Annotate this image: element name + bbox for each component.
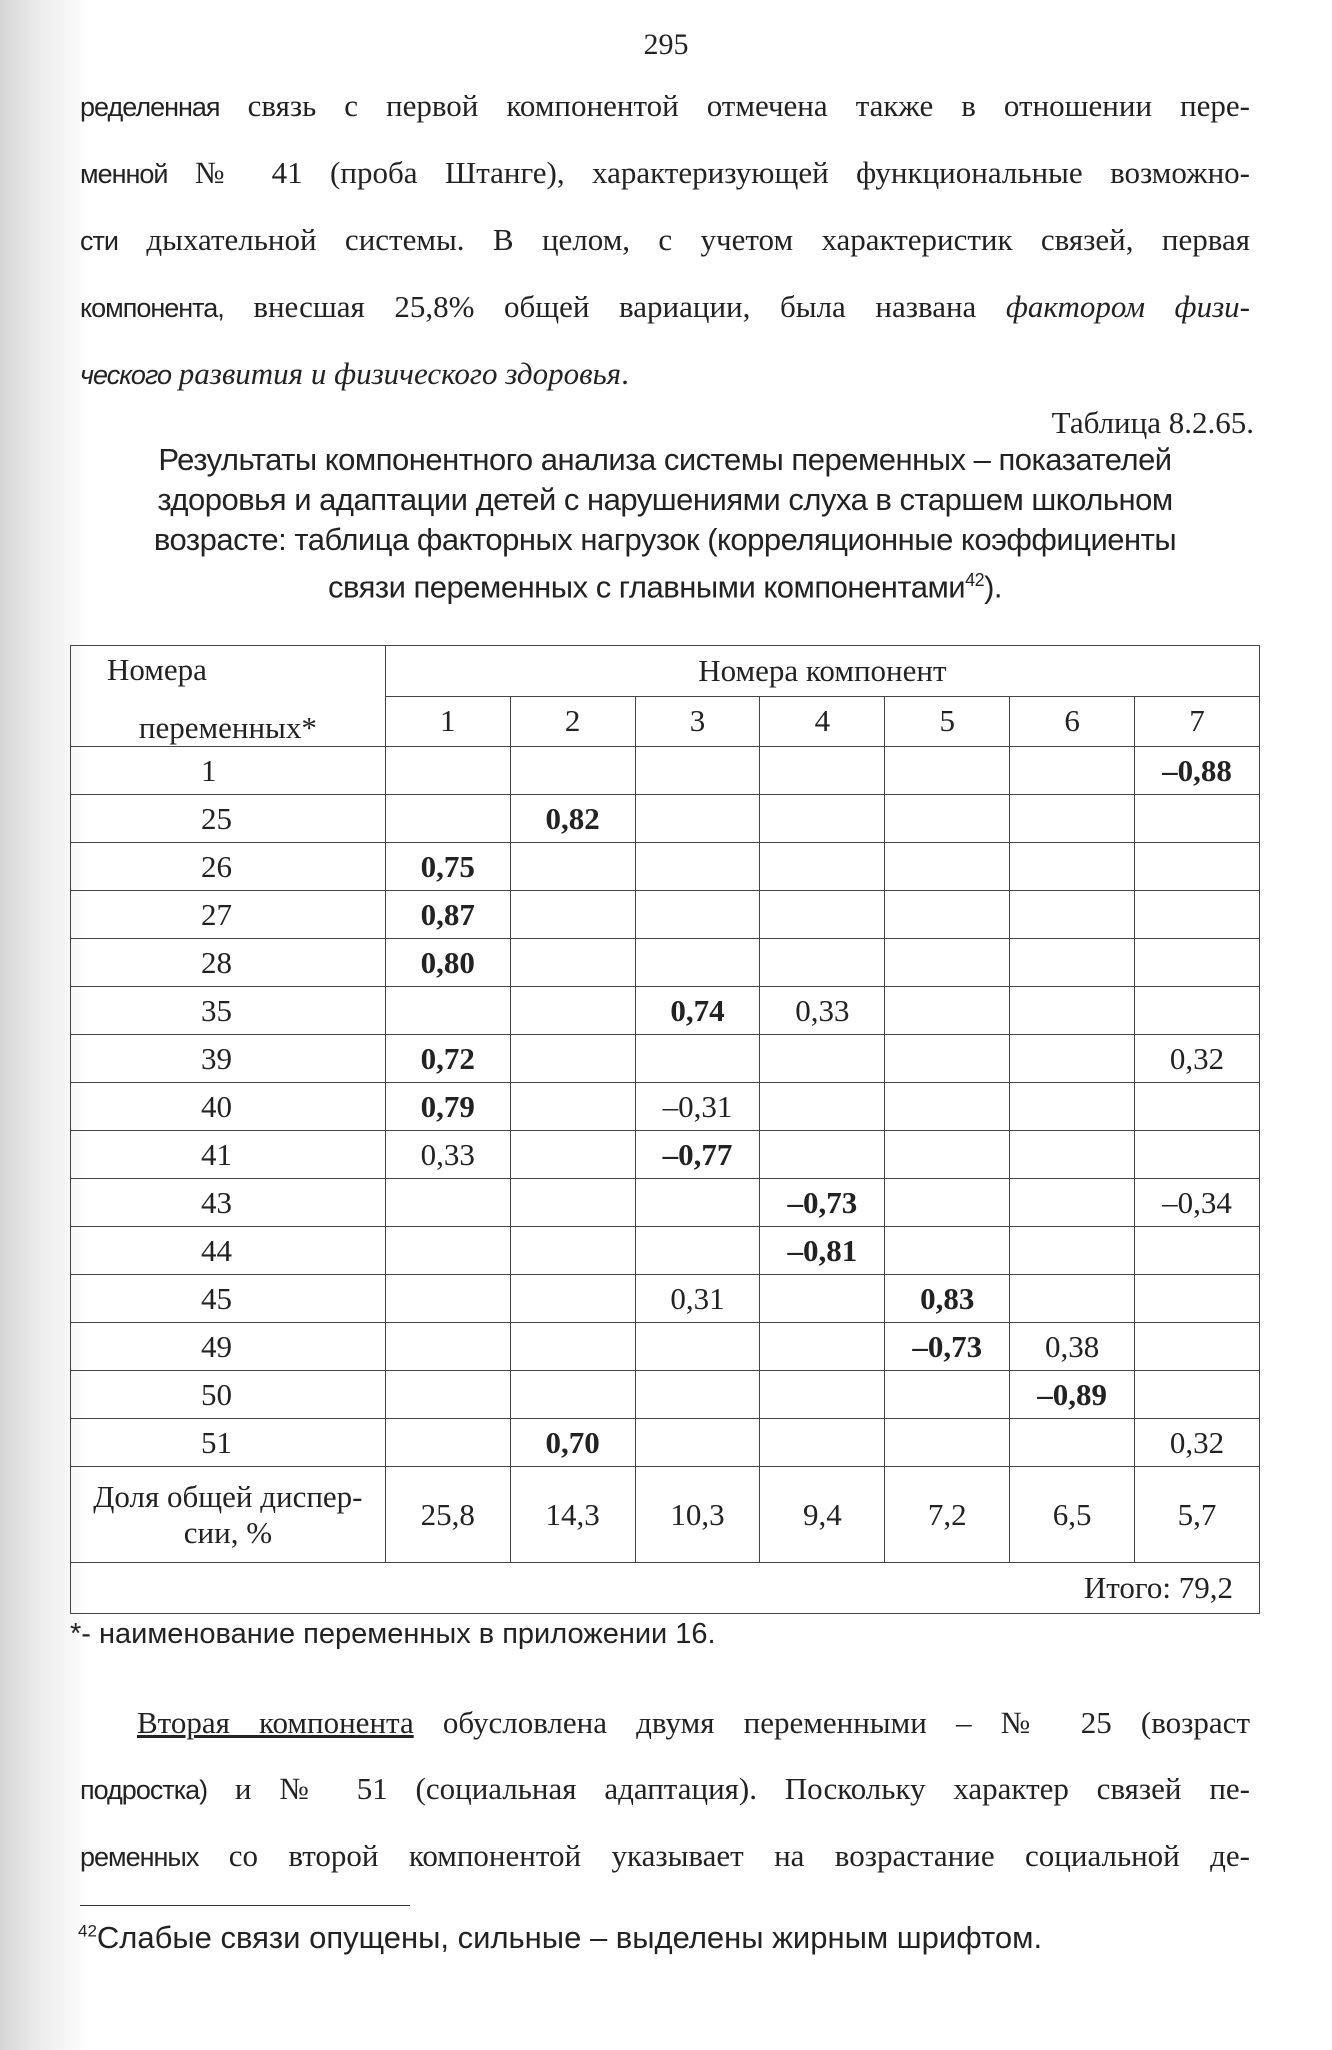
header-variables: Номера переменных* (71, 646, 386, 747)
variable-number: 45 (71, 1275, 386, 1323)
loading-cell (635, 1419, 760, 1467)
loading-cell: 0,72 (385, 1035, 510, 1083)
loading-cell (510, 987, 635, 1035)
loading-cell: 0,75 (385, 843, 510, 891)
loading-cell (635, 1227, 760, 1275)
loading-cell (385, 747, 510, 795)
loading-cell (1010, 987, 1135, 1035)
component-number-6: 6 (1010, 696, 1135, 747)
variable-number: 39 (71, 1035, 386, 1083)
table-caption: Результаты компонентного анализа системы переменных – показателей здоровья и адаптации детей с нарушениями слуха в старшем школьном возрасте: таблица факторных нагрузок (корреляционные коэффициенты связи переменных с главными компонентами$^{42}$). (153, 442, 1177, 605)
intro-line-3: сти дыхательной системы. В целом, с учетом характеристик связей, первая (80, 222, 1250, 257)
loading-cell (510, 843, 635, 891)
loading-cell (885, 939, 1010, 987)
loading-cell (385, 987, 510, 1035)
loading-cell (1135, 1131, 1260, 1179)
loading-cell (385, 1179, 510, 1227)
component-number-5: 5 (885, 696, 1010, 747)
loading-cell (635, 1371, 760, 1419)
loading-cell (1010, 1275, 1135, 1323)
intro-paragraph (80, 73, 1250, 408)
loading-cell (510, 891, 635, 939)
loading-cell (760, 747, 885, 795)
component-number-2: 2 (510, 696, 635, 747)
loading-cell: 0,82 (510, 795, 635, 843)
loading-cell (885, 891, 1010, 939)
loading-cell: 0,74 (635, 987, 760, 1035)
intro-line-5: ческого развития и физического здоровья. (80, 356, 629, 391)
loading-cell (1135, 891, 1260, 939)
loading-cell (1010, 747, 1135, 795)
loading-cell (760, 1275, 885, 1323)
loading-cell (1010, 1419, 1135, 1467)
loading-cell (760, 1371, 885, 1419)
loading-cell (510, 1083, 635, 1131)
loading-cell (1135, 987, 1260, 1035)
loading-cell (1135, 1371, 1260, 1419)
loading-cell (760, 939, 885, 987)
loading-cell (510, 1323, 635, 1371)
loading-cell (885, 1179, 1010, 1227)
loading-cell: 0,38 (1010, 1323, 1135, 1371)
loading-cell (1135, 939, 1260, 987)
table-label: Таблица 8.2.65. (1051, 405, 1254, 440)
page-footnote: $^{42}$Слабые связи опущены, сильные – выделены жирным шрифтом. (78, 1920, 1043, 1955)
variable-number: 41 (71, 1131, 386, 1179)
table-row (71, 891, 1260, 939)
loading-cell (1010, 891, 1135, 939)
table-row (71, 939, 1260, 987)
loading-cell (510, 939, 635, 987)
table-row (71, 1179, 1260, 1227)
variable-number: 43 (71, 1179, 386, 1227)
loading-cell: –0,89 (1010, 1371, 1135, 1419)
loading-cell (635, 1035, 760, 1083)
variance-share-value: 25,8 (385, 1467, 510, 1563)
table-row (71, 747, 1260, 795)
loading-cell (510, 1371, 635, 1419)
intro-line-1: ределенная связь с первой компонентой отмечена также в отношении пере- (80, 88, 1250, 123)
variance-share-value: 14,3 (510, 1467, 635, 1563)
variable-number: 26 (71, 843, 386, 891)
loading-cell (885, 795, 1010, 843)
intro-line-2: менной № 41 (проба Штанге), характеризующей функциональные возможно- (80, 155, 1250, 190)
intro-line-4: компонента, внесшая 25,8% общей вариации, была названа фактором физи- (80, 289, 1250, 324)
loading-cell (510, 1275, 635, 1323)
loading-cell: 0,31 (635, 1275, 760, 1323)
loading-cell: –0,77 (635, 1131, 760, 1179)
loading-cell (385, 1227, 510, 1275)
variance-share-label: Доля общей диспер- сии, % (71, 1467, 386, 1563)
table-header-row (71, 646, 1260, 697)
variance-share-value: 9,4 (760, 1467, 885, 1563)
loading-cell (1010, 843, 1135, 891)
loading-cell: 0,32 (1135, 1419, 1260, 1467)
loading-cell (635, 1179, 760, 1227)
loading-cell (510, 1179, 635, 1227)
factor-loadings-table (70, 645, 1260, 1614)
loading-cell (635, 843, 760, 891)
loading-cell (385, 1323, 510, 1371)
loading-cell: –0,73 (885, 1323, 1010, 1371)
table-row (71, 795, 1260, 843)
loading-cell (1010, 1083, 1135, 1131)
total-row (71, 1563, 1260, 1614)
loading-cell (385, 1371, 510, 1419)
second-line-1: Вторая компонента обусловлена двумя переменными – № 25 (возраст (137, 1705, 1250, 1740)
loading-cell (1010, 939, 1135, 987)
table-row (71, 1227, 1260, 1275)
loading-cell (885, 1227, 1010, 1275)
loading-cell: 0,83 (885, 1275, 1010, 1323)
loading-cell (385, 1275, 510, 1323)
loading-cell (635, 795, 760, 843)
header-components: Номера компонент (385, 646, 1259, 697)
table-row (71, 1083, 1260, 1131)
table-row (71, 1275, 1260, 1323)
loading-cell: –0,81 (760, 1227, 885, 1275)
loading-cell (385, 795, 510, 843)
loading-cell: –0,73 (760, 1179, 885, 1227)
loading-cell (760, 795, 885, 843)
loading-cell (635, 939, 760, 987)
loading-cell (760, 843, 885, 891)
loading-cell (1010, 795, 1135, 843)
table-row (71, 1035, 1260, 1083)
loading-cell: 0,80 (385, 939, 510, 987)
variable-number: 40 (71, 1083, 386, 1131)
variance-share-row (71, 1467, 1260, 1563)
loading-cell (885, 1083, 1010, 1131)
loading-cell (635, 891, 760, 939)
loading-cell (510, 1227, 635, 1275)
loading-cell: 0,32 (1135, 1035, 1260, 1083)
loading-cell (1010, 1131, 1135, 1179)
table-row (71, 1323, 1260, 1371)
variable-number: 35 (71, 987, 386, 1035)
variable-number: 50 (71, 1371, 386, 1419)
loading-cell (510, 1131, 635, 1179)
loading-cell (1135, 843, 1260, 891)
component-number-4: 4 (760, 696, 885, 747)
loading-cell: 0,70 (510, 1419, 635, 1467)
loading-cell (885, 843, 1010, 891)
loading-cell (635, 747, 760, 795)
loading-cell (760, 1083, 885, 1131)
loading-cell (885, 747, 1010, 795)
loading-cell (1135, 1275, 1260, 1323)
second-component-paragraph (80, 1690, 1250, 1890)
component-number-1: 1 (385, 696, 510, 747)
table-row (71, 987, 1260, 1035)
variable-number: 28 (71, 939, 386, 987)
loading-cell: –0,31 (635, 1083, 760, 1131)
loading-cell: 0,33 (760, 987, 885, 1035)
variable-number: 49 (71, 1323, 386, 1371)
loading-cell (760, 1131, 885, 1179)
loading-cell (1010, 1179, 1135, 1227)
variable-number: 25 (71, 795, 386, 843)
loading-cell (635, 1323, 760, 1371)
loading-cell (1010, 1035, 1135, 1083)
loading-cell: –0,88 (1135, 747, 1260, 795)
table-row (71, 1419, 1260, 1467)
loading-cell (760, 1323, 885, 1371)
loading-cell (510, 1035, 635, 1083)
variable-number: 1 (71, 747, 386, 795)
loading-cell: 0,79 (385, 1083, 510, 1131)
table-footnote: *- наименование переменных в приложении 16. (70, 1618, 716, 1650)
second-line-3: ременных со второй компонентой указывает на возрастание социальной де- (80, 1838, 1250, 1873)
loading-cell (885, 1419, 1010, 1467)
loading-cell (760, 1035, 885, 1083)
second-line-2: подростка) и № 51 (социальная адаптация). Поскольку характер связей пе- (80, 1771, 1250, 1806)
loading-cell (1010, 1227, 1135, 1275)
loading-cell (760, 1419, 885, 1467)
variable-number: 44 (71, 1227, 386, 1275)
loading-cell: 0,33 (385, 1131, 510, 1179)
variance-share-value: 6,5 (1010, 1467, 1135, 1563)
variable-number: 51 (71, 1419, 386, 1467)
loading-cell: –0,34 (1135, 1179, 1260, 1227)
loading-cell (1135, 1083, 1260, 1131)
component-number-3: 3 (635, 696, 760, 747)
table-row (71, 843, 1260, 891)
table-row (71, 1131, 1260, 1179)
variance-share-value: 5,7 (1135, 1467, 1260, 1563)
loading-cell (885, 1131, 1010, 1179)
loading-cell (385, 1419, 510, 1467)
loading-cell (760, 891, 885, 939)
loading-cell: 0,87 (385, 891, 510, 939)
loading-cell (510, 747, 635, 795)
total-value: Итого: 79,2 (71, 1563, 1260, 1614)
page-number: 295 (643, 28, 689, 61)
variable-number: 27 (71, 891, 386, 939)
variance-share-value: 7,2 (885, 1467, 1010, 1563)
loading-cell (885, 1035, 1010, 1083)
loading-cell (1135, 1323, 1260, 1371)
variance-share-value: 10,3 (635, 1467, 760, 1563)
loading-cell (1135, 795, 1260, 843)
loading-cell (885, 987, 1010, 1035)
component-number-7: 7 (1135, 696, 1260, 747)
footnote-divider (80, 1905, 410, 1906)
loading-cell (1135, 1227, 1260, 1275)
loading-cell (885, 1371, 1010, 1419)
table-row (71, 1371, 1260, 1419)
